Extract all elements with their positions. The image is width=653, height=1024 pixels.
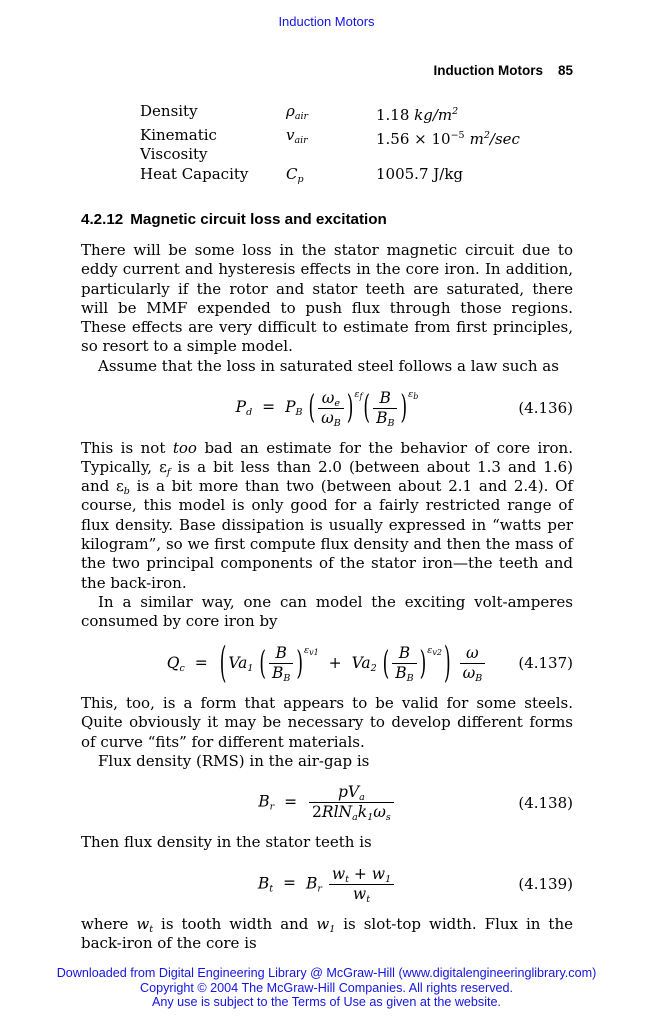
equals-sign: = <box>283 874 297 893</box>
equation-4-139 <box>81 866 573 903</box>
exponent: εv1 <box>304 644 319 657</box>
fraction: $\frac{\omega}{\omega_B}$ <box>460 645 486 682</box>
row-label: Kinematic Viscosity <box>140 125 217 163</box>
row-symbol: $C_p$ <box>286 164 304 185</box>
equation-body: $B_t = B_r$ $\frac{w_t + w_1}{w_t}$ <box>258 866 396 903</box>
paren-close-big: ) <box>443 639 451 689</box>
paren-open: ( <box>308 388 316 428</box>
equals-sign: = <box>194 653 208 672</box>
paren-close: ) <box>346 388 354 428</box>
air-constants-table <box>140 102 573 184</box>
fraction: $\frac{w_t + w_1}{w_t}$ <box>329 866 394 903</box>
equation-body: $Q_c$ = ( $Va_1$ ( $\frac{B}{B_B}$ )$^{\varepsilon_{v1}} + Va_2$ ( $\frac{B}{B_B}$ )$^{\varepsilon_{v2}}$ ) $\frac{\omega}{\omega_B}$ <box>167 645 487 683</box>
exponent: εv2 <box>427 644 442 657</box>
plus-sign: + <box>328 653 342 672</box>
paragraph-flux-density: Flux density (RMS) in the air-gap is <box>98 751 370 770</box>
equation-number: (4.138) <box>518 793 573 812</box>
page-content <box>81 102 573 953</box>
paren-open-big: ( <box>219 639 227 689</box>
footer-copyright: Copyright © 2004 The McGraw-Hill Companies. All rights reserved. <box>139 980 513 995</box>
row-value: 1005.7 J/kg <box>376 164 464 183</box>
running-header <box>433 63 573 78</box>
table-row <box>140 102 573 126</box>
equation-number: (4.139) <box>518 875 573 894</box>
fraction: $\frac{\omega_e}{\omega_B}$ <box>318 390 344 427</box>
row-symbol: $v_{air}$ <box>286 125 308 146</box>
equation-number: (4.137) <box>518 654 573 673</box>
fraction: $\frac{pV_a}{2RlN_ak_1\omega_s}$ <box>309 784 394 821</box>
footer-terms: Any use is subject to the Terms of Use as given at the website. <box>151 995 502 1010</box>
paragraph-similar-way: In a similar way, one can model the exciting volt-amperes consumed by core iron by <box>81 592 573 631</box>
watermark-link[interactable]: Induction Motors <box>278 14 375 29</box>
equation-4-138 <box>81 783 573 824</box>
exponent: εf <box>354 389 363 402</box>
paren-close: ) <box>296 644 304 684</box>
paragraph-estimate: This is not too bad an estimate for the behavior of core iron. Typically, $\varepsilon_f$ is a bit less than 2.0 (between about 1.3 and 1.6) and $\varepsilon_b$ is a bit more than two (between about 2.1 and 2.4). Of course, this model is only good for a fairly restricted range of flux density. Base dissipation is usually expressed in “watts per kilogram”, so we first compute flux density and then the mass of the two principal components of the stator iron—the teeth and the back-iron. <box>81 438 573 592</box>
fraction: $\frac{B}{B_B}$ <box>392 645 416 682</box>
equals-sign: = <box>284 792 298 811</box>
exponent: εb <box>408 389 419 402</box>
equation-4-136 <box>81 389 573 427</box>
row-value: $1.56 \times 10^{-5}$ $m^2/\sec$ <box>376 129 520 148</box>
paragraph-valid-steels: This, too, is a form that appears to be valid for some steels. Quite obviously it may be necessary to develop different forms of curve “fits” for different materials. <box>81 694 573 751</box>
fraction: $\frac{B}{B_B}$ <box>269 645 293 682</box>
paren-open: ( <box>363 388 371 428</box>
paragraph-assume: Assume that the loss in saturated steel follows a law such as <box>98 356 559 375</box>
section-title: Magnetic circuit loss and excitation <box>130 211 387 228</box>
footer <box>0 966 653 1010</box>
table-row <box>140 165 573 185</box>
paren-open: ( <box>382 644 390 684</box>
running-header-title: Induction Motors <box>433 63 543 78</box>
fraction: $\frac{B}{B_B}$ <box>373 390 397 427</box>
paragraph-intro: There will be some loss in the stator magnetic circuit due to eddy current and hysteresis effects in the core iron. In addition, particularly if the rotor and stator teeth are saturated, there will be MMF expended to push flux through those regions. These effects are very difficult to estimate from first principles, so resort to a simple model. <box>81 241 573 356</box>
paren-close: ) <box>419 644 427 684</box>
row-symbol: $\rho_{air}$ <box>286 102 309 122</box>
row-label: Density <box>140 102 198 120</box>
paragraph-stator-teeth: Then flux density in the stator teeth is <box>81 833 372 852</box>
paragraph-tooth-width: where $w_t$ is tooth width and $w_1$ is slot-top width. Flux in the back-iron of the core is <box>81 914 573 952</box>
paren-open: ( <box>259 644 266 684</box>
equation-number: (4.136) <box>518 398 573 417</box>
paren-close: ) <box>400 388 408 428</box>
section-number: 4.2.12 <box>81 211 124 228</box>
equation-body: $P_d = P_B$ ( $\frac{\omega_e}{\omega_B}$ )$^{\varepsilon_f}$( $\frac{B}{B_B}$ )$^{\varepsilon_b}$ <box>235 388 419 429</box>
equation-4-137 <box>81 639 573 689</box>
equals-sign: = <box>262 398 276 417</box>
equation-body: $B_r$ = $\frac{pV_a}{2RlN_ak_1\omega_s}$ <box>258 784 396 821</box>
footer-download-link[interactable]: Downloaded from Digital Engineering Library @ McGraw-Hill (www.digitalengineeringlibrary.com) <box>56 966 597 980</box>
table-row <box>140 126 573 165</box>
row-label: Heat Capacity <box>140 164 249 183</box>
section-heading <box>81 211 573 228</box>
page-number: 85 <box>557 63 573 78</box>
row-value: 1.18 $kg/m^2$ <box>376 106 459 124</box>
